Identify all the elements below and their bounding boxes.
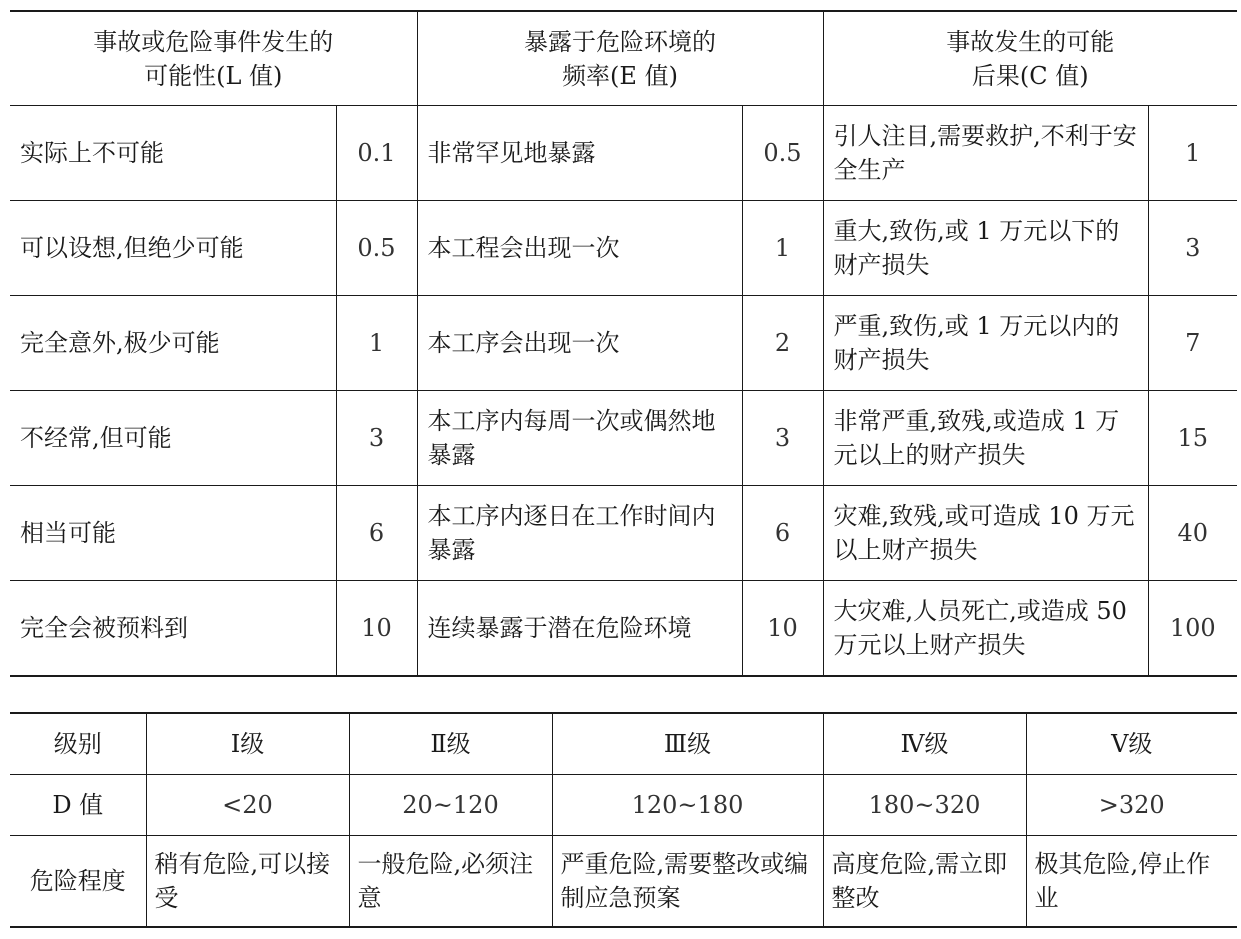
table-row [10,201,1237,296]
d-value-cell: >320 [1026,775,1237,836]
table-row [10,106,1237,201]
d-value-cell: 20~120 [349,775,552,836]
l-value: 10 [336,581,417,677]
danger-degree-cell: 严重危险,需要整改或编制应急预案 [552,836,823,928]
c-description: 大灾难,人员死亡,或造成 50 万元以上财产损失 [823,581,1148,677]
table-row-danger-degree [10,836,1237,928]
l-value: 0.1 [336,106,417,201]
level-cell: Ⅳ级 [823,713,1026,775]
row-label: D 值 [10,775,146,836]
table-row [10,296,1237,391]
l-description: 完全意外,极少可能 [10,296,336,391]
c-description: 重大,致伤,或 1 万元以下的财产损失 [823,201,1148,296]
e-value: 1 [742,201,823,296]
c-value: 100 [1148,581,1237,677]
c-description: 严重,致伤,或 1 万元以内的财产损失 [823,296,1148,391]
d-value-cell: 120~180 [552,775,823,836]
e-value: 6 [742,486,823,581]
table-row [10,486,1237,581]
d-value-cell: <20 [146,775,349,836]
table-row-d-value [10,775,1237,836]
level-cell: Ⅱ级 [349,713,552,775]
e-description: 本工序内逐日在工作时间内暴露 [417,486,742,581]
l-value: 3 [336,391,417,486]
c-value: 1 [1148,106,1237,201]
header-l-value: 事故或危险事件发生的 可能性(L 值) [10,11,417,106]
danger-degree-cell: 一般危险,必须注意 [349,836,552,928]
e-description: 本工序会出现一次 [417,296,742,391]
l-value: 6 [336,486,417,581]
c-value: 3 [1148,201,1237,296]
c-description: 灾难,致残,或可造成 10 万元以上财产损失 [823,486,1148,581]
e-description: 连续暴露于潜在危险环境 [417,581,742,677]
c-value: 15 [1148,391,1237,486]
lec-evaluation-table [10,10,1237,677]
e-value: 2 [742,296,823,391]
l-value: 1 [336,296,417,391]
e-value: 0.5 [742,106,823,201]
l-description: 不经常,但可能 [10,391,336,486]
e-value: 3 [742,391,823,486]
table-row [10,391,1237,486]
e-value: 10 [742,581,823,677]
table-row-level [10,713,1237,775]
e-description: 非常罕见地暴露 [417,106,742,201]
row-label: 级别 [10,713,146,775]
level-cell: Ⅴ级 [1026,713,1237,775]
danger-degree-cell: 稍有危险,可以接受 [146,836,349,928]
d-value-cell: 180~320 [823,775,1026,836]
l-description: 完全会被预料到 [20,614,188,642]
l-value: 0.5 [336,201,417,296]
danger-level-table [10,712,1237,928]
danger-degree-cell: 极其危险,停止作业 [1026,836,1237,928]
e-description: 本工程会出现一次 [417,201,742,296]
l-description: 可以设想,但绝少可能 [10,201,336,296]
c-description: 非常严重,致残,或造成 1 万元以上的财产损失 [823,391,1148,486]
row-label: 危险程度 [29,867,126,895]
header-e-value: 暴露于危险环境的 频率(E 值) [417,11,823,106]
c-value: 40 [1148,486,1237,581]
level-cell: Ⅰ级 [146,713,349,775]
header-c-value: 事故发生的可能 后果(C 值) [823,11,1237,106]
c-value: 7 [1148,296,1237,391]
table-header-row [10,11,1237,106]
table-row [10,581,1237,677]
e-description: 本工序内每周一次或偶然地暴露 [417,391,742,486]
level-cell: Ⅲ级 [552,713,823,775]
c-description: 引人注目,需要救护,不利于安全生产 [823,106,1148,201]
l-description: 相当可能 [10,486,336,581]
danger-degree-cell: 高度危险,需立即整改 [823,836,1026,928]
l-description: 实际上不可能 [10,106,336,201]
